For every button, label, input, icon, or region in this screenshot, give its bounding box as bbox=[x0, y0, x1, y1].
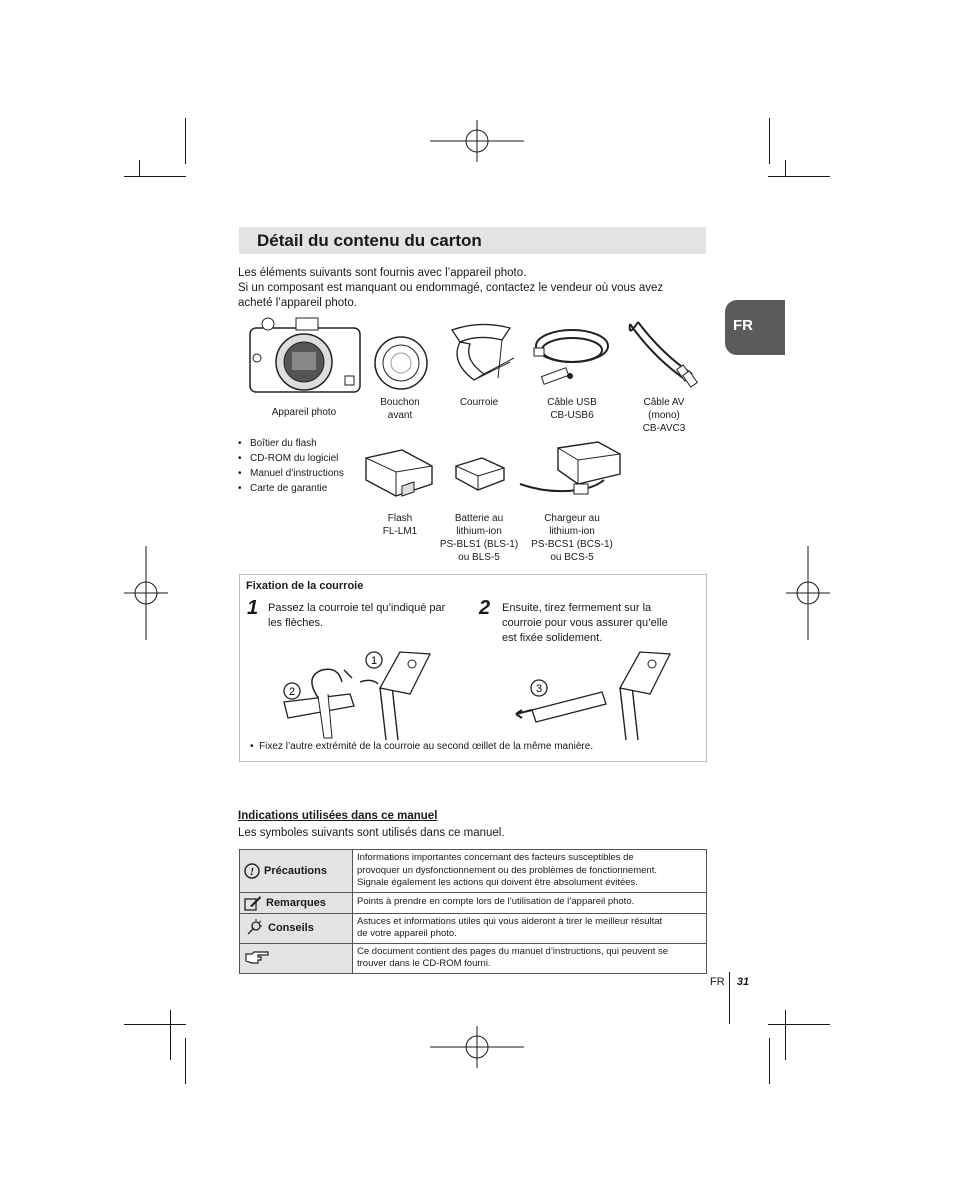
note-pencil-icon bbox=[244, 895, 262, 911]
marker-label: 1 bbox=[370, 655, 378, 667]
strap-illustration bbox=[440, 318, 522, 390]
description-line: Informations importantes concernant des facteurs susceptibles de bbox=[357, 852, 634, 863]
usb-cable-illustration bbox=[530, 320, 614, 388]
caption-line: FL-LM1 bbox=[382, 526, 418, 537]
description-cell bbox=[353, 943, 707, 973]
step-text bbox=[268, 601, 473, 631]
marker-label: 2 bbox=[288, 686, 296, 698]
marker-circle-1 bbox=[365, 651, 383, 669]
step-number: 1 bbox=[247, 597, 259, 619]
battery-illustration bbox=[452, 456, 508, 492]
step-text bbox=[502, 601, 702, 646]
symbol-cell bbox=[240, 943, 353, 973]
charger-illustration bbox=[518, 440, 626, 504]
flash-illustration bbox=[362, 446, 440, 500]
pointing-hand-icon bbox=[244, 950, 270, 966]
caption-line: CB-AVC3 bbox=[642, 423, 686, 434]
step-line: courroie pour vous assurer qu’elle bbox=[502, 617, 668, 629]
bullet-glyph: • bbox=[250, 741, 260, 752]
item-caption bbox=[444, 396, 514, 409]
item-caption bbox=[254, 406, 354, 419]
item-caption bbox=[532, 396, 612, 422]
intro-line: Les éléments suivants sont fournis avec l’appareil photo. bbox=[238, 267, 527, 279]
caption-line: (mono) bbox=[648, 410, 680, 421]
item-caption bbox=[365, 396, 435, 422]
symbol-cell bbox=[240, 892, 353, 913]
indications-title: Indications utilisées dans ce manuel bbox=[238, 810, 438, 822]
bullet-item: • CD-ROM du logiciel bbox=[238, 451, 344, 466]
item-caption bbox=[434, 512, 524, 564]
camera-illustration bbox=[244, 314, 366, 396]
intro-line: acheté l’appareil photo. bbox=[238, 297, 357, 309]
item-caption bbox=[524, 512, 620, 564]
registration-mark-left bbox=[122, 546, 170, 640]
item-caption bbox=[624, 396, 704, 435]
caption-line: Chargeur au bbox=[544, 513, 600, 524]
language-tab bbox=[725, 300, 785, 355]
caption-line: PS-BCS1 (BCS-1) bbox=[531, 539, 613, 550]
caption-line: Flash bbox=[387, 513, 413, 524]
page-number: 31 bbox=[736, 976, 750, 988]
description-cell bbox=[353, 892, 707, 913]
section-title-bar bbox=[239, 227, 706, 254]
strap-step1-illustration bbox=[280, 648, 440, 740]
symbol-label: Précautions bbox=[264, 864, 327, 877]
caption-line: CB-USB6 bbox=[550, 410, 594, 421]
av-cable-illustration bbox=[624, 318, 702, 388]
caption-line: Appareil photo bbox=[271, 407, 337, 418]
marker-circle-2 bbox=[283, 682, 301, 700]
caption-line: avant bbox=[387, 410, 413, 421]
intro-text bbox=[238, 266, 708, 311]
caption-line: Batterie au bbox=[454, 513, 504, 524]
strap-box-title: Fixation de la courroie bbox=[246, 580, 364, 592]
bullet-item: • Carte de garantie bbox=[238, 481, 344, 496]
step-line: les flèches. bbox=[268, 617, 324, 629]
symbol-label: Conseils bbox=[268, 921, 314, 934]
indications-subtitle: Les symboles suivants sont utilisés dans ce manuel. bbox=[238, 827, 505, 839]
item-caption bbox=[365, 512, 435, 538]
caption-line: Courroie bbox=[459, 397, 499, 408]
intro-line: Si un composant est manquant ou endommagé, contactez le vendeur où vous avez bbox=[238, 282, 664, 294]
symbol-cell bbox=[240, 850, 353, 893]
description-line: Signale également les actions qui doivent être absolument évitées. bbox=[357, 877, 638, 888]
step-number: 2 bbox=[479, 597, 491, 619]
caption-line: ou BCS-5 bbox=[550, 552, 594, 563]
registration-mark-right bbox=[784, 546, 832, 640]
caption-line: ou BLS-5 bbox=[458, 552, 500, 563]
table-row bbox=[240, 850, 707, 893]
lightbulb-icon bbox=[244, 919, 264, 937]
language-tab-label: FR bbox=[733, 317, 753, 334]
symbols-table bbox=[239, 849, 707, 974]
page-footer bbox=[710, 976, 749, 988]
step-line: Passez la courroie tel qu’indiqué par bbox=[268, 602, 446, 614]
caution-icon bbox=[244, 863, 260, 879]
body-cap-illustration bbox=[372, 334, 430, 392]
section-title: Détail du contenu du carton bbox=[257, 231, 482, 250]
description-line: Astuces et informations utiles qui vous aideront à tirer le meilleur résultat bbox=[357, 915, 663, 927]
table-row bbox=[240, 913, 707, 943]
strap-box-note bbox=[250, 741, 593, 752]
svg-text:!: ! bbox=[249, 865, 255, 878]
registration-mark-top bbox=[430, 118, 524, 164]
table-row bbox=[240, 943, 707, 973]
note-text: Fixez l’autre extrémité de la courroie au second œillet de la même manière. bbox=[259, 741, 594, 752]
caption-line: lithium-ion bbox=[456, 526, 502, 537]
footer-lang: FR bbox=[710, 976, 725, 988]
step-line: Ensuite, tirez fermement sur la bbox=[502, 602, 652, 614]
marker-label: 3 bbox=[535, 683, 543, 695]
caption-line: Câble USB bbox=[547, 397, 597, 408]
marker-circle-3 bbox=[530, 679, 548, 697]
table-row bbox=[240, 892, 707, 913]
description-line: trouver dans le CD-ROM fourni. bbox=[357, 958, 491, 969]
registration-mark-bottom bbox=[430, 1024, 524, 1070]
bullet-list bbox=[238, 436, 344, 496]
bullet-item: • Manuel d’instructions bbox=[238, 466, 344, 481]
description-cell bbox=[353, 850, 707, 893]
step-line: est fixée solidement. bbox=[502, 632, 603, 644]
description-line: de votre appareil photo. bbox=[357, 928, 457, 939]
caption-line: lithium-ion bbox=[549, 526, 595, 537]
description-line: Ce document contient des pages du manuel d’instructions, qui peuvent se bbox=[357, 945, 669, 957]
caption-line: Câble AV bbox=[643, 397, 685, 408]
description-line: provoquer un dysfonctionnement ou des problèmes de fonctionnement. bbox=[357, 864, 657, 876]
bullet-item: • Boîtier du flash bbox=[238, 436, 344, 451]
description-cell bbox=[353, 913, 707, 943]
description-line: Points à prendre en compte lors de l’utilisation de l’appareil photo. bbox=[357, 896, 635, 908]
symbol-cell bbox=[240, 913, 353, 943]
symbol-label: Remarques bbox=[266, 896, 326, 909]
caption-line: PS-BLS1 (BLS-1) bbox=[439, 539, 519, 550]
caption-line: Bouchon bbox=[380, 397, 420, 408]
